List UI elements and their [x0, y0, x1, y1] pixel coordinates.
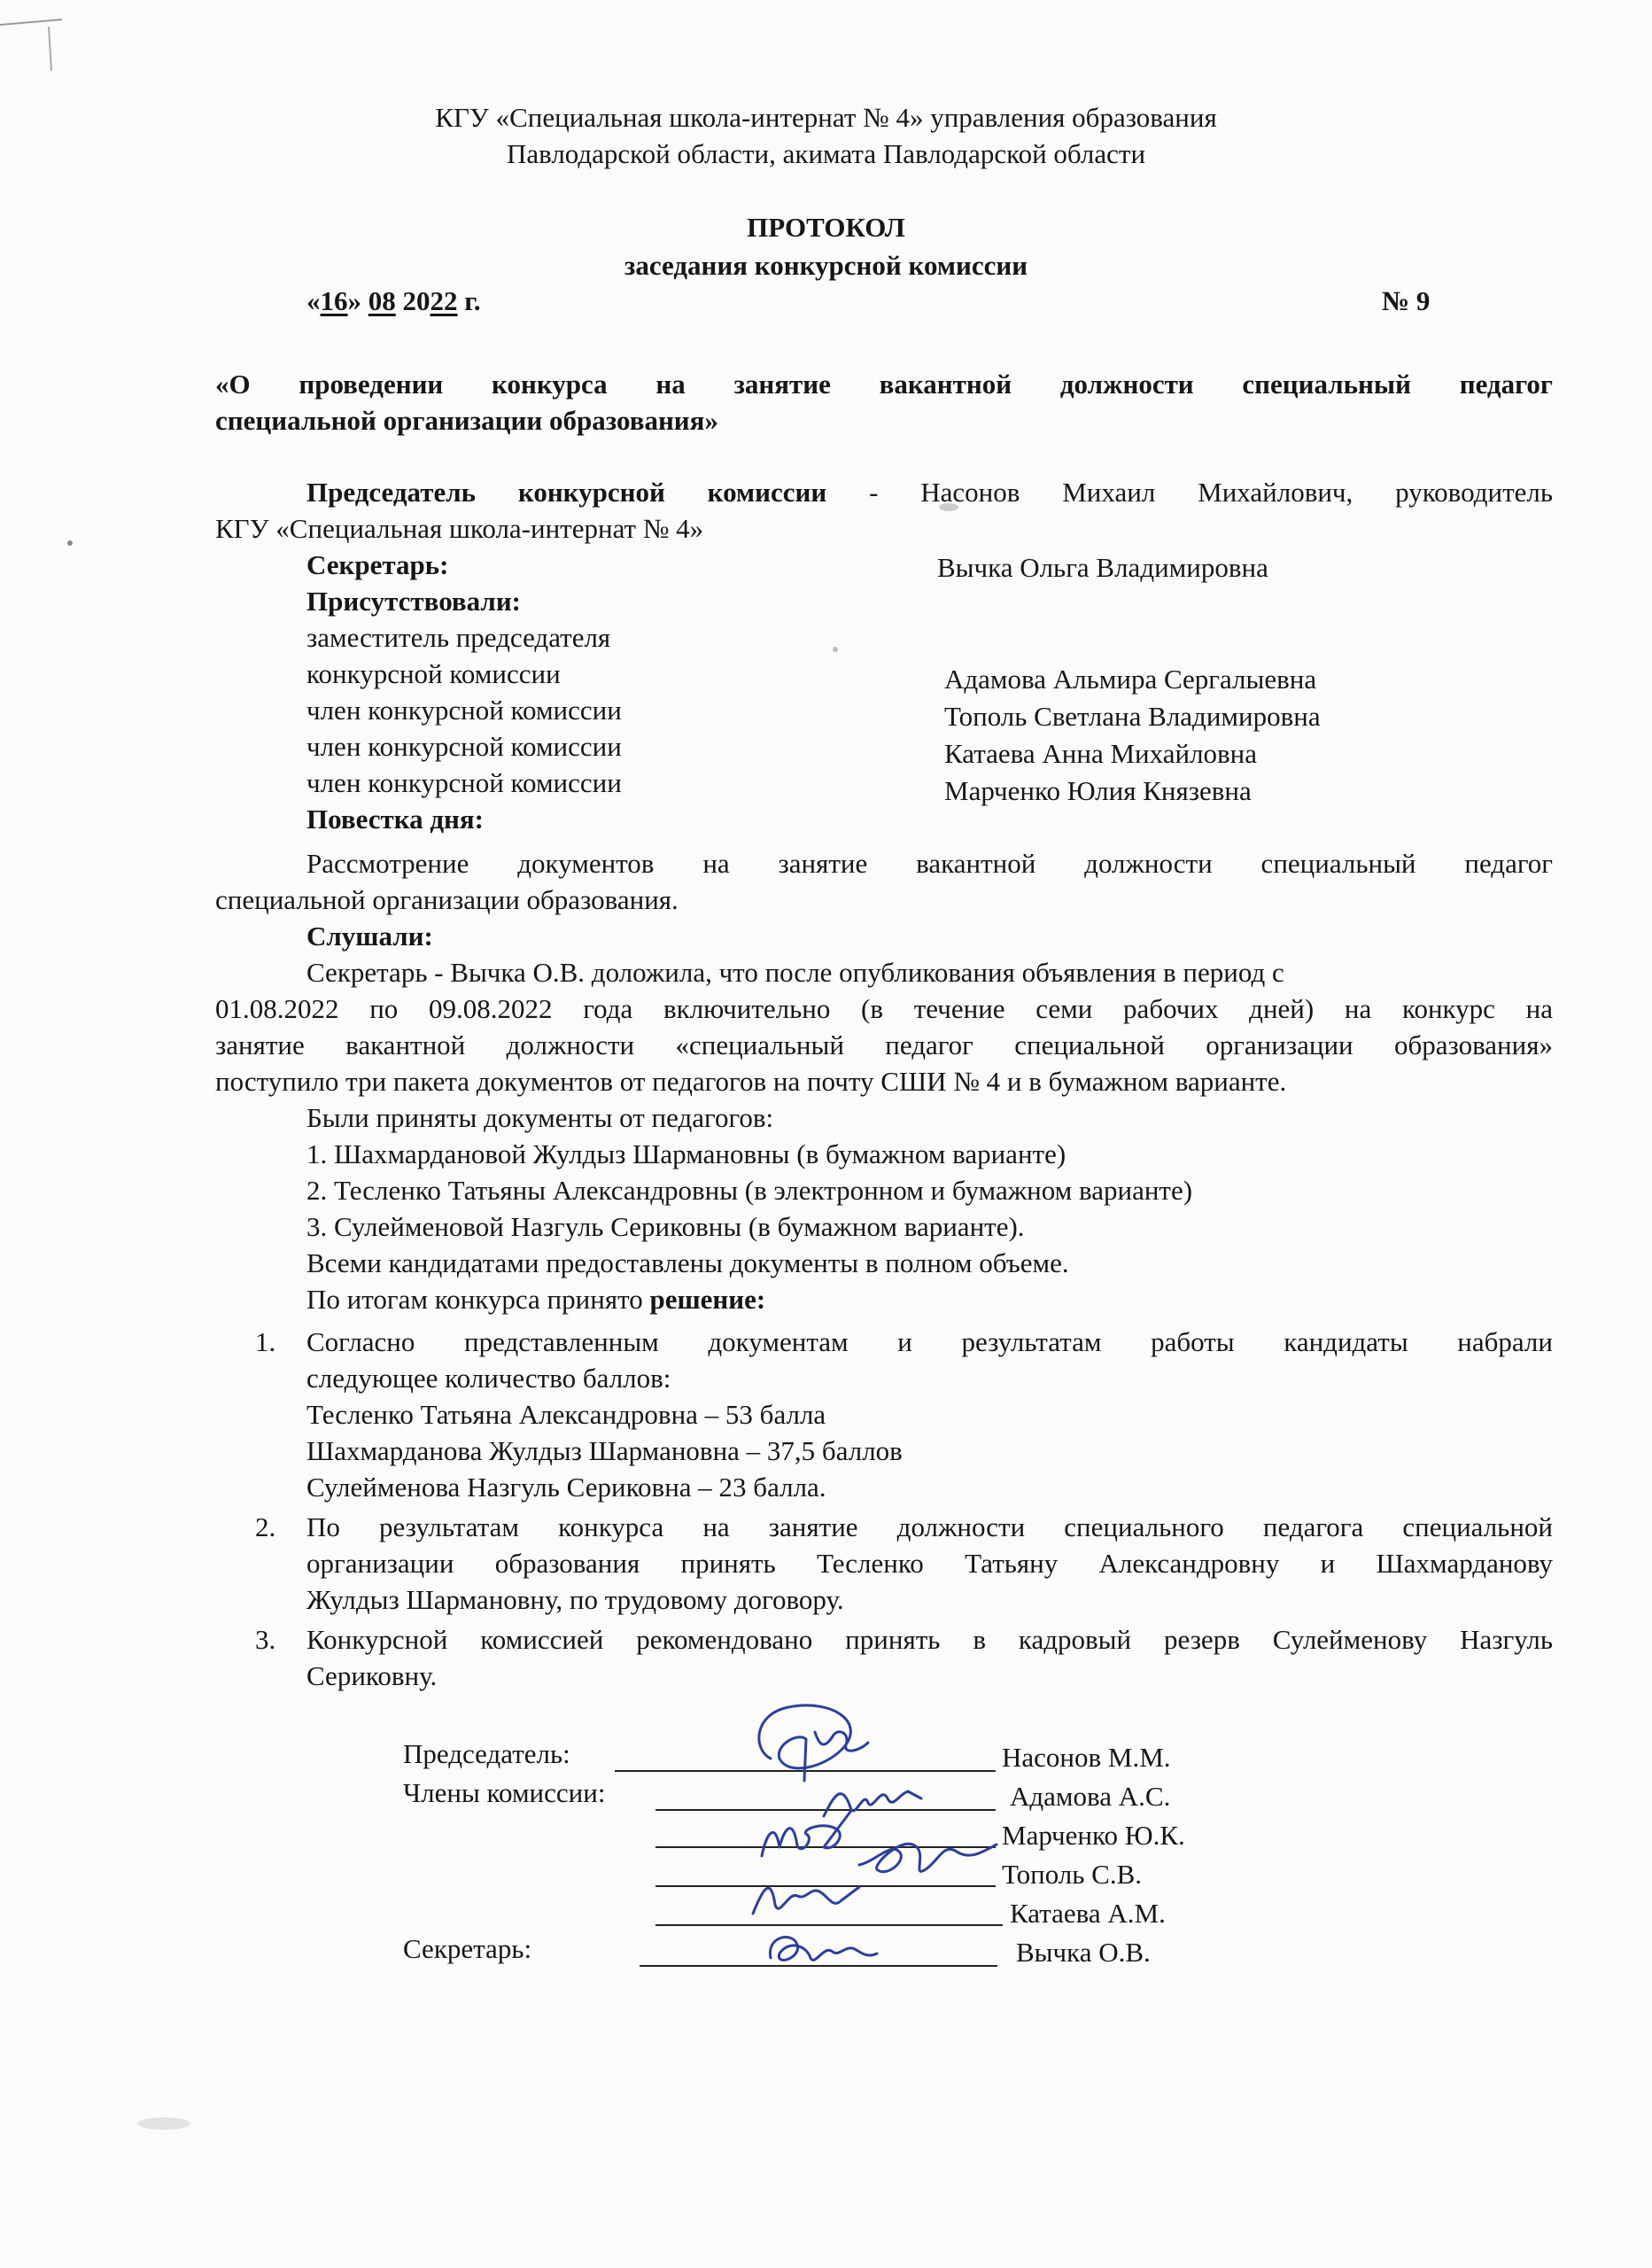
candidate-item: 1. Шахмардановой Жулдыз Шармановны (в бумажном варианте) [306, 1138, 1066, 1169]
document-title: ПРОТОКОЛ [747, 212, 905, 243]
chair-info: - Насонов Михаил Михайлович, руководитель [826, 477, 1553, 508]
secretary-name: Вычка Ольга Владимировна [937, 552, 1268, 583]
chair-org: КГУ «Специальная школа-интернат № 4» [215, 513, 704, 544]
decision-item-number: 1. [255, 1326, 276, 1357]
member-name: Катаева Анна Михайловна [944, 738, 1258, 769]
chair-label: Председатель конкурсной комиссии [306, 477, 827, 508]
org-header-line2: Павлодарской области, акимата Павлодарской области [506, 138, 1146, 169]
member-sign-name: Марченко Ю.К. [1002, 1820, 1185, 1851]
secretary-label: Секретарь: [306, 549, 449, 580]
decision-item1-line1: Согласно представленным документам и результатам работы кандидаты набрали [306, 1326, 1553, 1357]
heard-p1-line4: поступило три пакета документов от педагогов на почту СШИ № 4 и в бумажном варианте. [215, 1066, 1287, 1097]
chair-sign-name: Насонов М.М. [1002, 1742, 1171, 1773]
heard-label: Слушали: [306, 920, 433, 951]
subject-line1: «О проведении конкурса на занятие вакантной должности специальный педагог [215, 369, 1553, 400]
chair-sign-label: Председатель: [403, 1738, 570, 1769]
heard-p1-line3: занятие вакантной должности «специальный педагог специальной организации образования» [215, 1029, 1553, 1060]
documents-complete: Всеми кандидатами предоставлены документы в полном объеме. [306, 1247, 1069, 1278]
subject-line2: специальной организации образования» [215, 405, 718, 436]
decision-item2-line2: организации образования принять Тесленко Татьяну Александровну и Шахмарданову [306, 1548, 1553, 1579]
deputy-role-line2: конкурсной комиссии [306, 658, 561, 689]
deputy-role-line1: заместитель председателя [306, 622, 611, 653]
decision-item2-line1: По результатам конкурса на занятие должности специального педагога специальной [306, 1511, 1553, 1542]
decision-item3-line1: Конкурсной комиссией рекомендовано принять в кадровый резерв Сулейменову Назгуль [306, 1624, 1553, 1655]
scan-speck [67, 540, 73, 546]
decision-item-number: 3. [255, 1624, 276, 1655]
score-line: Сулейменова Назгуль Сериковна – 23 балла. [306, 1472, 826, 1503]
score-line: Тесленко Татьяна Александровна – 53 балла [306, 1399, 826, 1430]
decision-label: решение: [649, 1284, 766, 1315]
candidate-item: 3. Сулейменовой Назгуль Сериковны (в бумажном варианте). [306, 1211, 1025, 1242]
heard-p1-line1: Секретарь - Вычка О.В. доложила, что после опубликования объявления в период с [306, 957, 1284, 988]
deputy-name: Адамова Альмира Сергалыевна [944, 664, 1317, 695]
candidate-item: 2. Тесленко Татьяны Александровны (в электронном и бумажном варианте) [306, 1175, 1193, 1206]
result-intro: По итогам конкурса принято решение: [306, 1284, 766, 1315]
scan-speck [137, 2117, 190, 2130]
date-day: 16 [320, 285, 348, 316]
org-header-line1: КГУ «Специальная школа-интернат № 4» управления образования [435, 102, 1217, 133]
score-line: Шахмарданова Жулдыз Шармановна – 37,5 баллов [306, 1435, 903, 1466]
date-month: 08 [368, 285, 396, 316]
members-sign-label: Члены комиссии: [403, 1777, 606, 1808]
member-role: член конкурсной комиссии [306, 695, 622, 726]
member-role: член конкурсной комиссии [306, 767, 622, 798]
member-sign-name: Катаева А.М. [1010, 1898, 1166, 1929]
protocol-date: «16» 08 2022 г. [306, 285, 481, 316]
member-sign-name: Тополь С.В. [1002, 1859, 1142, 1890]
agenda-label: Повестка дня: [306, 804, 484, 835]
chair-line [306, 475, 1553, 510]
protocol-number: № 9 [1382, 285, 1431, 316]
date-year: 2022 [402, 285, 458, 316]
agenda-line1: Рассмотрение документов на занятие вакантной должности специальный педагог [306, 848, 1553, 879]
member-signature-icon [753, 1803, 859, 1869]
decision-item2-line3: Жулдыз Шармановну, по трудовому договору. [306, 1584, 844, 1615]
member-name: Тополь Светлана Владимировна [944, 701, 1321, 732]
heard-p1-line2: 01.08.2022 по 09.08.2022 года включительно (в течение семи рабочих дней) на конкурс на [215, 993, 1553, 1024]
decision-item1-line2: следующее количество баллов: [306, 1363, 671, 1394]
member-sign-name: Адамова А.С. [1010, 1781, 1171, 1812]
scan-speck [833, 647, 838, 652]
decision-item3-line2: Сериковну. [306, 1660, 438, 1691]
member-name: Марченко Юлия Князевна [944, 775, 1252, 806]
accepted-intro: Были приняты документы от педагогов: [306, 1102, 774, 1133]
scan-edge-mark [0, 0, 71, 80]
secretary-sign-name: Вычка О.В. [1016, 1937, 1151, 1968]
document-subtitle: заседания конкурсной комиссии [624, 250, 1028, 281]
member-signature-icon [850, 1825, 1001, 1896]
secretary-signature-icon [757, 1918, 881, 1980]
member-role: член конкурсной комиссии [306, 731, 622, 762]
agenda-line2: специальной организации образования. [215, 884, 679, 915]
secretary-sign-label: Секретарь: [403, 1933, 532, 1964]
decision-item-number: 2. [255, 1511, 276, 1542]
present-label: Присутствовали: [306, 586, 522, 617]
